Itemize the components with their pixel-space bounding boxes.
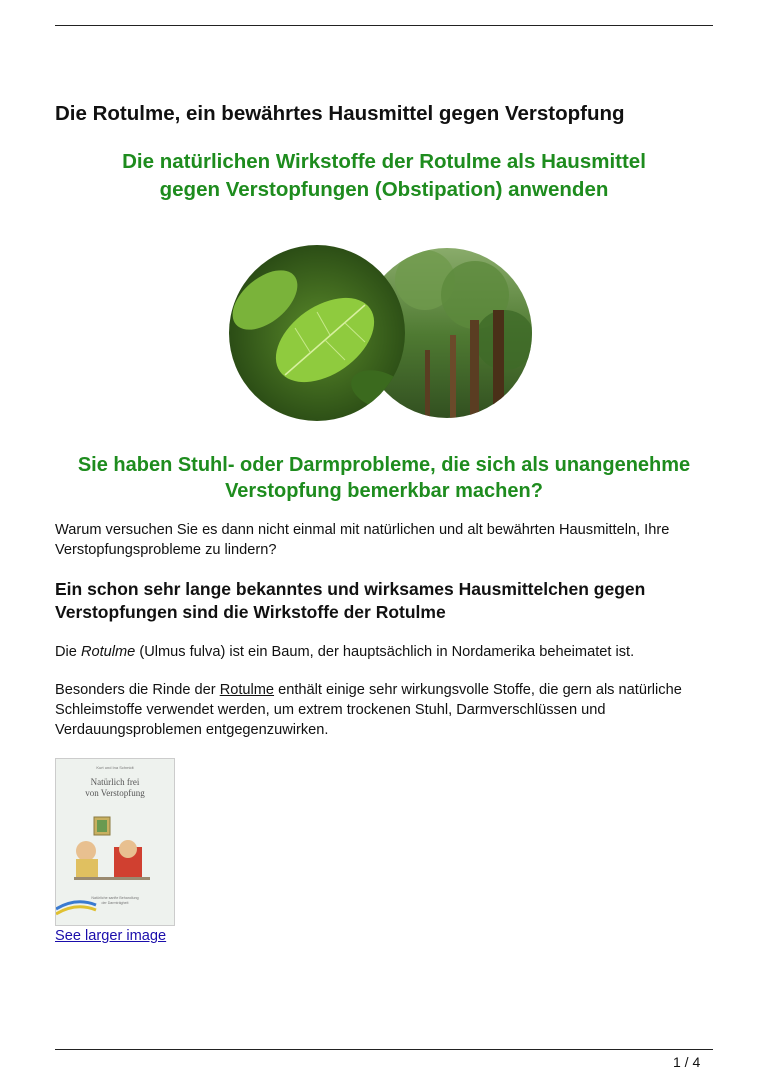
page-number: 1 / 4 <box>673 1054 701 1070</box>
footer-rule <box>55 1049 713 1050</box>
paragraph-ulmus-italic: Rotulme <box>80 644 136 660</box>
rotulme-link[interactable]: Rotulme <box>219 682 275 698</box>
page-title: Die Rotulme, ein bewährtes Hausmittel gegen Verstopfung <box>55 102 625 125</box>
book-tagline-line-2: der Darmträgheit <box>101 901 129 905</box>
leaf-circle <box>225 240 415 430</box>
paragraph-ulmus <box>55 642 720 662</box>
book-cover-image[interactable] <box>55 758 175 926</box>
question-heading <box>55 452 713 504</box>
header-rule <box>55 25 713 26</box>
page-subtitle <box>55 148 713 204</box>
book-cover-illustration <box>56 759 174 925</box>
paragraph-rinde <box>55 680 720 740</box>
paragraph-ulmus-prefix: Die <box>55 644 81 660</box>
paragraph-ulmus-suffix: (Ulmus fulva) ist ein Baum, der hauptsächlich in Nordamerika beheimatet ist. <box>135 644 635 660</box>
see-larger-image-link[interactable]: See larger image <box>55 928 167 944</box>
question-line-2: Verstopfung bemerkbar machen? <box>225 480 543 502</box>
book-title-line-2: von Verstopfung <box>85 788 145 798</box>
subtitle-line-2: gegen Verstopfungen (Obstipation) anwenden <box>159 178 609 201</box>
book-author: Kurt und Ina Schmidt <box>96 765 134 770</box>
paragraph-rinde-prefix: Besonders die Rinde der <box>55 682 220 698</box>
paragraph-rinde-suffix: enthält einige sehr wirkungsvolle Stoffe, die gern als natürliche Schleimstoffe verwendet werden, um extrem trockenen Stuhl, Darmverschlüssen und Verdauungsproblemen entgegenzuwirken. <box>55 682 682 738</box>
subtitle-line-1: Die natürlichen Wirkstoffe der Rotulme als Hausmittel <box>122 150 646 173</box>
question-line-1: Sie haben Stuhl- oder Darmprobleme, die sich als unangenehme <box>77 454 691 476</box>
section-heading: Ein schon sehr lange bekanntes und wirksames Hausmittelchen gegen Verstopfungen sind die Wirkstoffe der Rotulme <box>55 579 646 622</box>
book-title-line-1: Natürlich frei <box>90 777 140 787</box>
book-tagline-line-1: Natürliche sanfte Behandlung <box>91 896 139 900</box>
intro-paragraph: Warum versuchen Sie es dann nicht einmal mit natürlichen und alt bewährten Hausmitteln, Ihre Verstopfungsprobleme zu lindern? <box>55 522 670 558</box>
hero-image-elm-leaves-and-forest <box>225 240 535 430</box>
